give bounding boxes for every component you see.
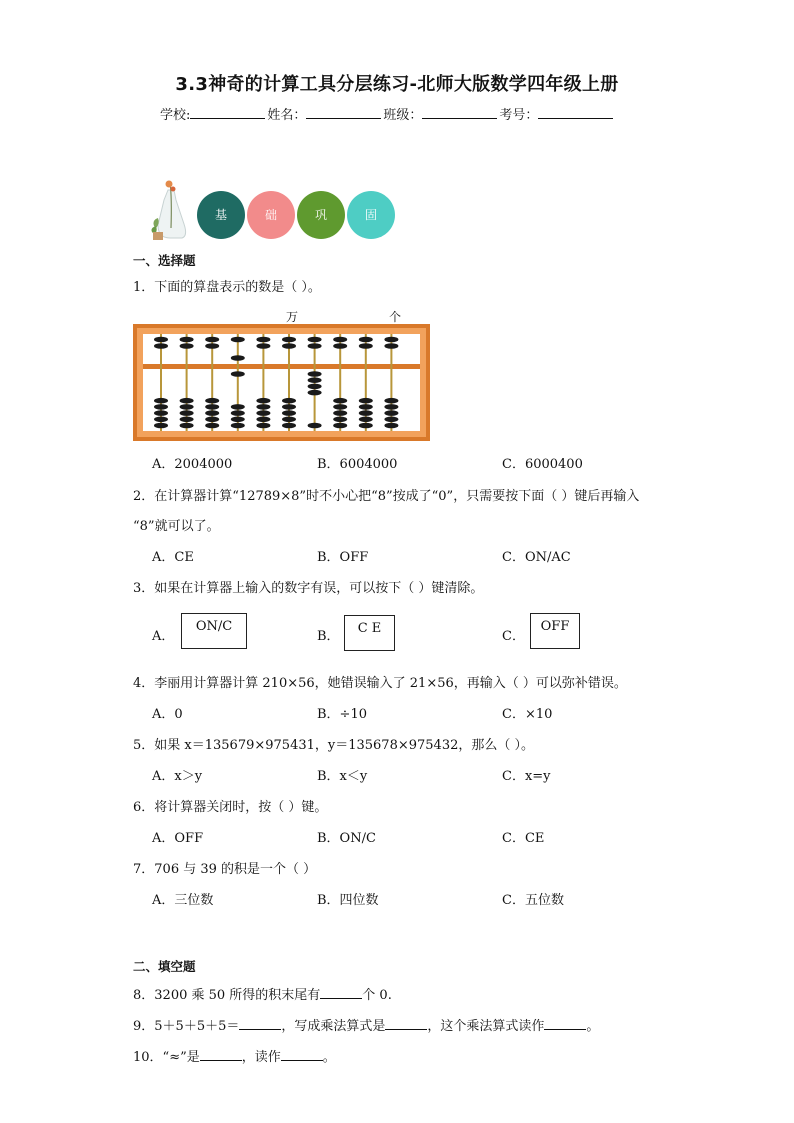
abacus-bead-rod3-lower-4 — [205, 417, 219, 423]
abacus-bead-rod4-upper-2 — [231, 355, 245, 361]
q7-option-a[interactable]: A．三位数 — [152, 893, 214, 908]
class-blank[interactable] — [422, 106, 497, 119]
abacus-bead-rod3-lower-5 — [205, 423, 219, 429]
abacus-bead-rod6-lower-4 — [282, 417, 296, 423]
abacus-bead-rod1-lower-3 — [154, 410, 168, 416]
abacus-bead-rod2-lower-3 — [180, 410, 194, 416]
q5-option-a[interactable]: A．x＞y — [152, 769, 203, 784]
section-fill-heading: 二、填空题 — [133, 959, 196, 974]
abacus-bead-rod7-lower-1 — [308, 371, 322, 377]
abacus-bead-rod1-upper-2 — [154, 343, 168, 349]
abacus-bead-rod4-lower-3 — [231, 410, 245, 416]
abacus-bead-rod1-lower-4 — [154, 417, 168, 423]
abacus-bead-rod6-lower-3 — [282, 410, 296, 416]
question-2: 2．在计算器计算“12789×8”时不小心把“8”按成了“0”，只需要按下面（ ）键后再输入 — [133, 489, 640, 504]
abacus-bead-rod5-lower-3 — [256, 410, 270, 416]
abacus-image — [133, 324, 430, 441]
q2-option-c[interactable]: C．ON/AC — [502, 550, 571, 565]
q9-sum-blank[interactable] — [239, 1017, 281, 1030]
abacus-bead-rod4-lower-5 — [231, 423, 245, 429]
q10-text-post: 。 — [322, 1050, 336, 1065]
q2-option-a[interactable]: A．CE — [152, 550, 194, 565]
abacus-bead-rod8-lower-5 — [333, 423, 347, 429]
abacus-bead-rod2-upper-1 — [180, 337, 194, 343]
abacus-bead-rod4-lower-4 — [231, 417, 245, 423]
q3-option-c[interactable]: C． — [502, 629, 525, 644]
abacus-bead-rod9-lower-1 — [359, 398, 373, 404]
badge-chu: 础 — [247, 191, 295, 239]
abacus-bead-rod7-lower-3 — [308, 384, 322, 390]
question-10 — [133, 1046, 336, 1065]
abacus-bead-rod8-upper-1 — [333, 337, 347, 343]
flower-vase-icon — [150, 180, 192, 242]
q1-option-c[interactable]: C．6000400 — [502, 457, 583, 472]
q10-name-blank[interactable] — [200, 1048, 242, 1061]
abacus-bead-rod7-lower-2 — [308, 377, 322, 383]
abacus-bead-rod10-lower-2 — [384, 404, 398, 410]
q3-option-a[interactable]: A． — [152, 629, 175, 644]
abacus-bead-rod8-upper-2 — [333, 343, 347, 349]
abacus-bead-rod5-lower-2 — [256, 404, 270, 410]
q8-answer-blank[interactable] — [320, 986, 362, 999]
abacus-bead-rod5-upper-1 — [256, 337, 270, 343]
abacus-label-ge: 个 — [389, 310, 402, 324]
abacus-bead-rod6-lower-1 — [282, 398, 296, 404]
abacus-bead-rod1-lower-1 — [154, 398, 168, 404]
abacus-bead-rod8-lower-4 — [333, 417, 347, 423]
question-8 — [133, 984, 392, 1003]
q1-option-b[interactable]: B．6004000 — [317, 457, 398, 472]
abacus-bead-rod4-lower-1 — [231, 371, 245, 377]
q6-option-c[interactable]: C．CE — [502, 831, 545, 846]
question-3: 3．如果在计算器上输入的数字有误，可以按下（ ）键清除。 — [133, 581, 484, 596]
q2-option-b[interactable]: B．OFF — [317, 550, 369, 565]
q7-option-c[interactable]: C．五位数 — [502, 893, 564, 908]
abacus-bead-rod2-lower-1 — [180, 398, 194, 404]
abacus-bead-rod7-lower-4 — [308, 390, 322, 396]
question-6: 6．将计算器关闭时，按（ ）键。 — [133, 800, 328, 815]
abacus-bead-rod9-lower-4 — [359, 417, 373, 423]
on-c-key-box — [181, 613, 247, 649]
abacus-bead-rod10-lower-1 — [384, 398, 398, 404]
question-4: 4．李丽用计算器计算 210×56，她错误输入了 21×56，再输入（ ）可以弥补错误。 — [133, 676, 627, 691]
abacus-bead-rod5-lower-4 — [256, 417, 270, 423]
school-label: 学校: — [160, 108, 191, 123]
q3-option-b[interactable]: B． — [317, 629, 340, 644]
abacus-bead-rod5-upper-2 — [256, 343, 270, 349]
badge-ji: 基 — [197, 191, 245, 239]
name-label: 姓名： — [267, 108, 307, 123]
question-2-cont: “8”就可以了。 — [133, 519, 220, 534]
name-blank[interactable] — [306, 106, 381, 119]
exam-no-label: 考号： — [499, 108, 539, 123]
page-title: 3.3神奇的计算工具分层练习-北师大版数学四年级上册 — [175, 74, 619, 95]
q5-option-c[interactable]: C．x=y — [502, 769, 551, 784]
abacus-bead-rod10-lower-5 — [384, 423, 398, 429]
class-label: 班级： — [383, 108, 423, 123]
on-c-key-label: ON/C — [195, 619, 233, 634]
abacus-bead-rod5-lower-1 — [256, 398, 270, 404]
question-7: 7．706 与 39 的积是一个（ ） — [133, 862, 317, 877]
abacus-bead-rod2-lower-5 — [180, 423, 194, 429]
abacus-bead-rod10-lower-3 — [384, 410, 398, 416]
abacus-bead-rod1-lower-2 — [154, 404, 168, 410]
abacus-bead-rod10-upper-2 — [384, 343, 398, 349]
abacus-bead-rod7-upper-1 — [308, 337, 322, 343]
abacus-bead-rod9-lower-5 — [359, 423, 373, 429]
abacus-bead-rod9-upper-1 — [359, 337, 373, 343]
q7-option-b[interactable]: B．四位数 — [317, 893, 379, 908]
abacus-bead-rod9-lower-2 — [359, 404, 373, 410]
abacus-bead-rod3-lower-2 — [205, 404, 219, 410]
abacus-bead-rod2-lower-4 — [180, 417, 194, 423]
abacus-bead-rod8-lower-3 — [333, 410, 347, 416]
abacus-label-wan: 万 — [286, 310, 299, 324]
abacus-bead-rod3-lower-1 — [205, 398, 219, 404]
abacus-bead-rod6-lower-5 — [282, 423, 296, 429]
abacus-bead-rod1-lower-5 — [154, 423, 168, 429]
q10-text-mid: ，读作 — [241, 1050, 281, 1065]
abacus-bead-rod3-lower-3 — [205, 410, 219, 416]
q10-text-pre: 10．“≈”是 — [133, 1050, 200, 1065]
off-key-label: OFF — [540, 619, 570, 634]
abacus-bead-rod6-upper-2 — [282, 343, 296, 349]
abacus-bead-rod3-upper-1 — [205, 337, 219, 343]
school-blank[interactable] — [190, 106, 265, 119]
ce-key-box — [344, 615, 395, 651]
q9-text-post: 。 — [586, 1019, 600, 1034]
q4-option-a[interactable]: A．0 — [152, 707, 183, 722]
abacus-bead-rod9-lower-3 — [359, 410, 373, 416]
student-info — [160, 104, 615, 123]
q1-option-a[interactable]: A．2004000 — [152, 457, 233, 472]
abacus-bead-rod4-upper-1 — [231, 337, 245, 343]
abacus-bead-rod10-upper-1 — [384, 337, 398, 343]
ce-key-label: C E — [357, 621, 382, 636]
q4-option-c[interactable]: C．×10 — [502, 707, 553, 722]
q8-text-post: 个 0. — [362, 988, 392, 1003]
abacus-bead-rod8-lower-1 — [333, 398, 347, 404]
abacus-bead-rod5-lower-5 — [256, 423, 270, 429]
abacus-bead-rod8-lower-2 — [333, 404, 347, 410]
q4-option-b[interactable]: B．÷10 — [317, 707, 367, 722]
question-9 — [133, 1015, 599, 1034]
section-choice-heading: 一、选择题 — [133, 253, 196, 268]
q9-multiplication-blank[interactable] — [385, 1017, 427, 1030]
question-1: 1．下面的算盘表示的数是（ ）。 — [133, 280, 321, 295]
abacus-bead-rod6-lower-2 — [282, 404, 296, 410]
q6-option-a[interactable]: A．OFF — [152, 831, 204, 846]
q6-option-b[interactable]: B．ON/C — [317, 831, 376, 846]
abacus-bead-rod7-lower-5 — [308, 423, 322, 429]
badge-gu: 固 — [347, 191, 395, 239]
abacus-bead-rod3-upper-2 — [205, 343, 219, 349]
abacus-bead-rod7-upper-2 — [308, 343, 322, 349]
q10-reading-blank[interactable] — [281, 1048, 323, 1061]
off-key-box — [530, 613, 580, 649]
abacus-bead-rod2-upper-2 — [180, 343, 194, 349]
q9-text-pre: 9．5＋5＋5＋5＝ — [133, 1019, 240, 1034]
q9-text-mid2: ，这个乘法算式读作 — [427, 1019, 545, 1034]
abacus-bead-rod4-lower-2 — [231, 404, 245, 410]
abacus-bead-rod9-upper-2 — [359, 343, 373, 349]
abacus-bead-rod6-upper-1 — [282, 337, 296, 343]
abacus-bead-rod2-lower-2 — [180, 404, 194, 410]
badge-gong: 巩 — [297, 191, 345, 239]
q9-text-mid1: ，写成乘法算式是 — [281, 1019, 386, 1034]
abacus-bead-rod1-upper-1 — [154, 337, 168, 343]
q8-text-pre: 8．3200 乘 50 所得的积末尾有 — [133, 988, 321, 1003]
exam-no-blank[interactable] — [538, 106, 613, 119]
abacus-bead-rod10-lower-4 — [384, 417, 398, 423]
question-5: 5．如果 x＝135679×975431，y＝135678×975432，那么（ ）。 — [133, 738, 535, 753]
q9-reading-blank[interactable] — [544, 1017, 586, 1030]
q5-option-b[interactable]: B．x＜y — [317, 769, 368, 784]
